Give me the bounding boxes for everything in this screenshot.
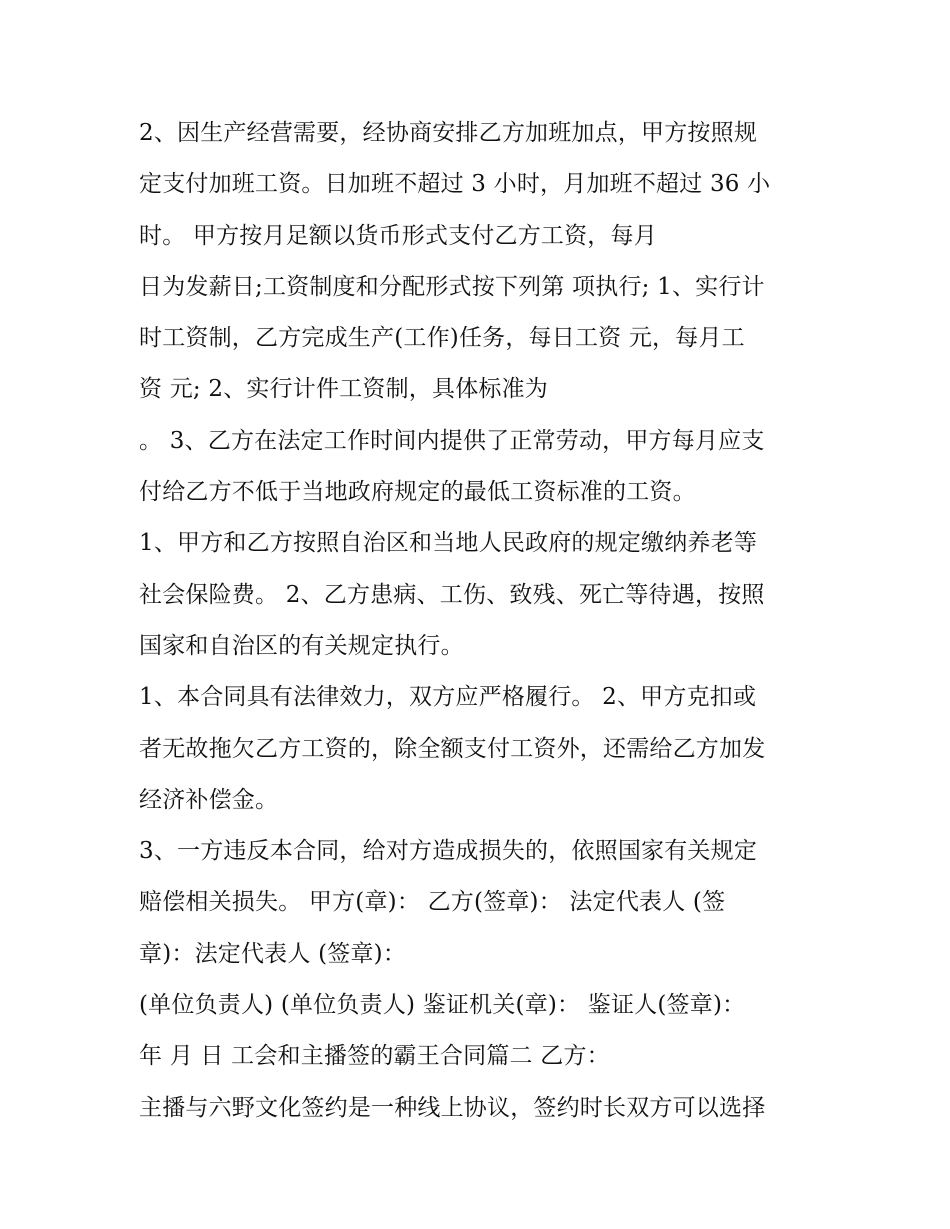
text-line-14: 经济补偿金。: [139, 786, 279, 813]
text-line-15: 3、一方违反本合同，给对方造成损失的，依照国家有关规定: [139, 838, 758, 865]
text-line-6: 资 元; 2、实行计件工资制，具体标准为: [139, 376, 549, 403]
text-line-16: 赔偿相关损失。 甲方(章)： 乙方(签章)： 法定代表人 (签: [139, 889, 726, 916]
text-line-10: 社会保险费。 2、乙方患病、工伤、致残、死亡等待遇，按照: [139, 581, 765, 608]
text-line-17: 章)：法定代表人 (签章)：: [139, 940, 407, 967]
text-line-13: 者无故拖欠乙方工资的，除全额支付工资外，还需给乙方加发: [139, 735, 766, 762]
text-line-18: (单位负责人) (单位负责人) 鉴证机关(章)： 鉴证人(签章)：: [139, 992, 746, 1019]
text-line-20: 主播与六野文化签约是一种线上协议，签约时长双方可以选择: [139, 1094, 766, 1121]
text-line-1: 2、因生产经营需要，经协商安排乙方加班加点，甲方按照规: [139, 120, 758, 146]
text-line-4: 日为发薪日;工资制度和分配形式按下列第 项执行; 1、实行计: [139, 273, 765, 300]
text-line-11: 国家和自治区的有关规定执行。: [139, 632, 464, 659]
text-line-19: 年 月 日 工会和主播签的霸王合同篇二 乙方：: [139, 1043, 610, 1070]
text-line-9: 1、甲方和乙方按照自治区和当地人民政府的规定缴纳养老等: [139, 530, 758, 557]
text-line-5: 时工资制，乙方完成生产(工作)任务，每日工资 元，每月工: [139, 325, 745, 352]
document-body: [139, 108, 829, 1134]
text-line-12: 1、本合同具有法律效力，双方应严格履行。 2、甲方克扣或: [139, 684, 757, 711]
text-line-8: 付给乙方不低于当地政府规定的最低工资标准的工资。: [139, 479, 696, 506]
text-line-7: 。 3、乙方在法定工作时间内提供了正常劳动，甲方每月应支: [139, 427, 765, 454]
text-line-3: 时。 甲方按月足额以货币形式支付乙方工资，每月: [139, 222, 657, 249]
text-line-2: 定支付加班工资。日加班不超过 3 小时，月加班不超过 36 小: [139, 171, 771, 198]
